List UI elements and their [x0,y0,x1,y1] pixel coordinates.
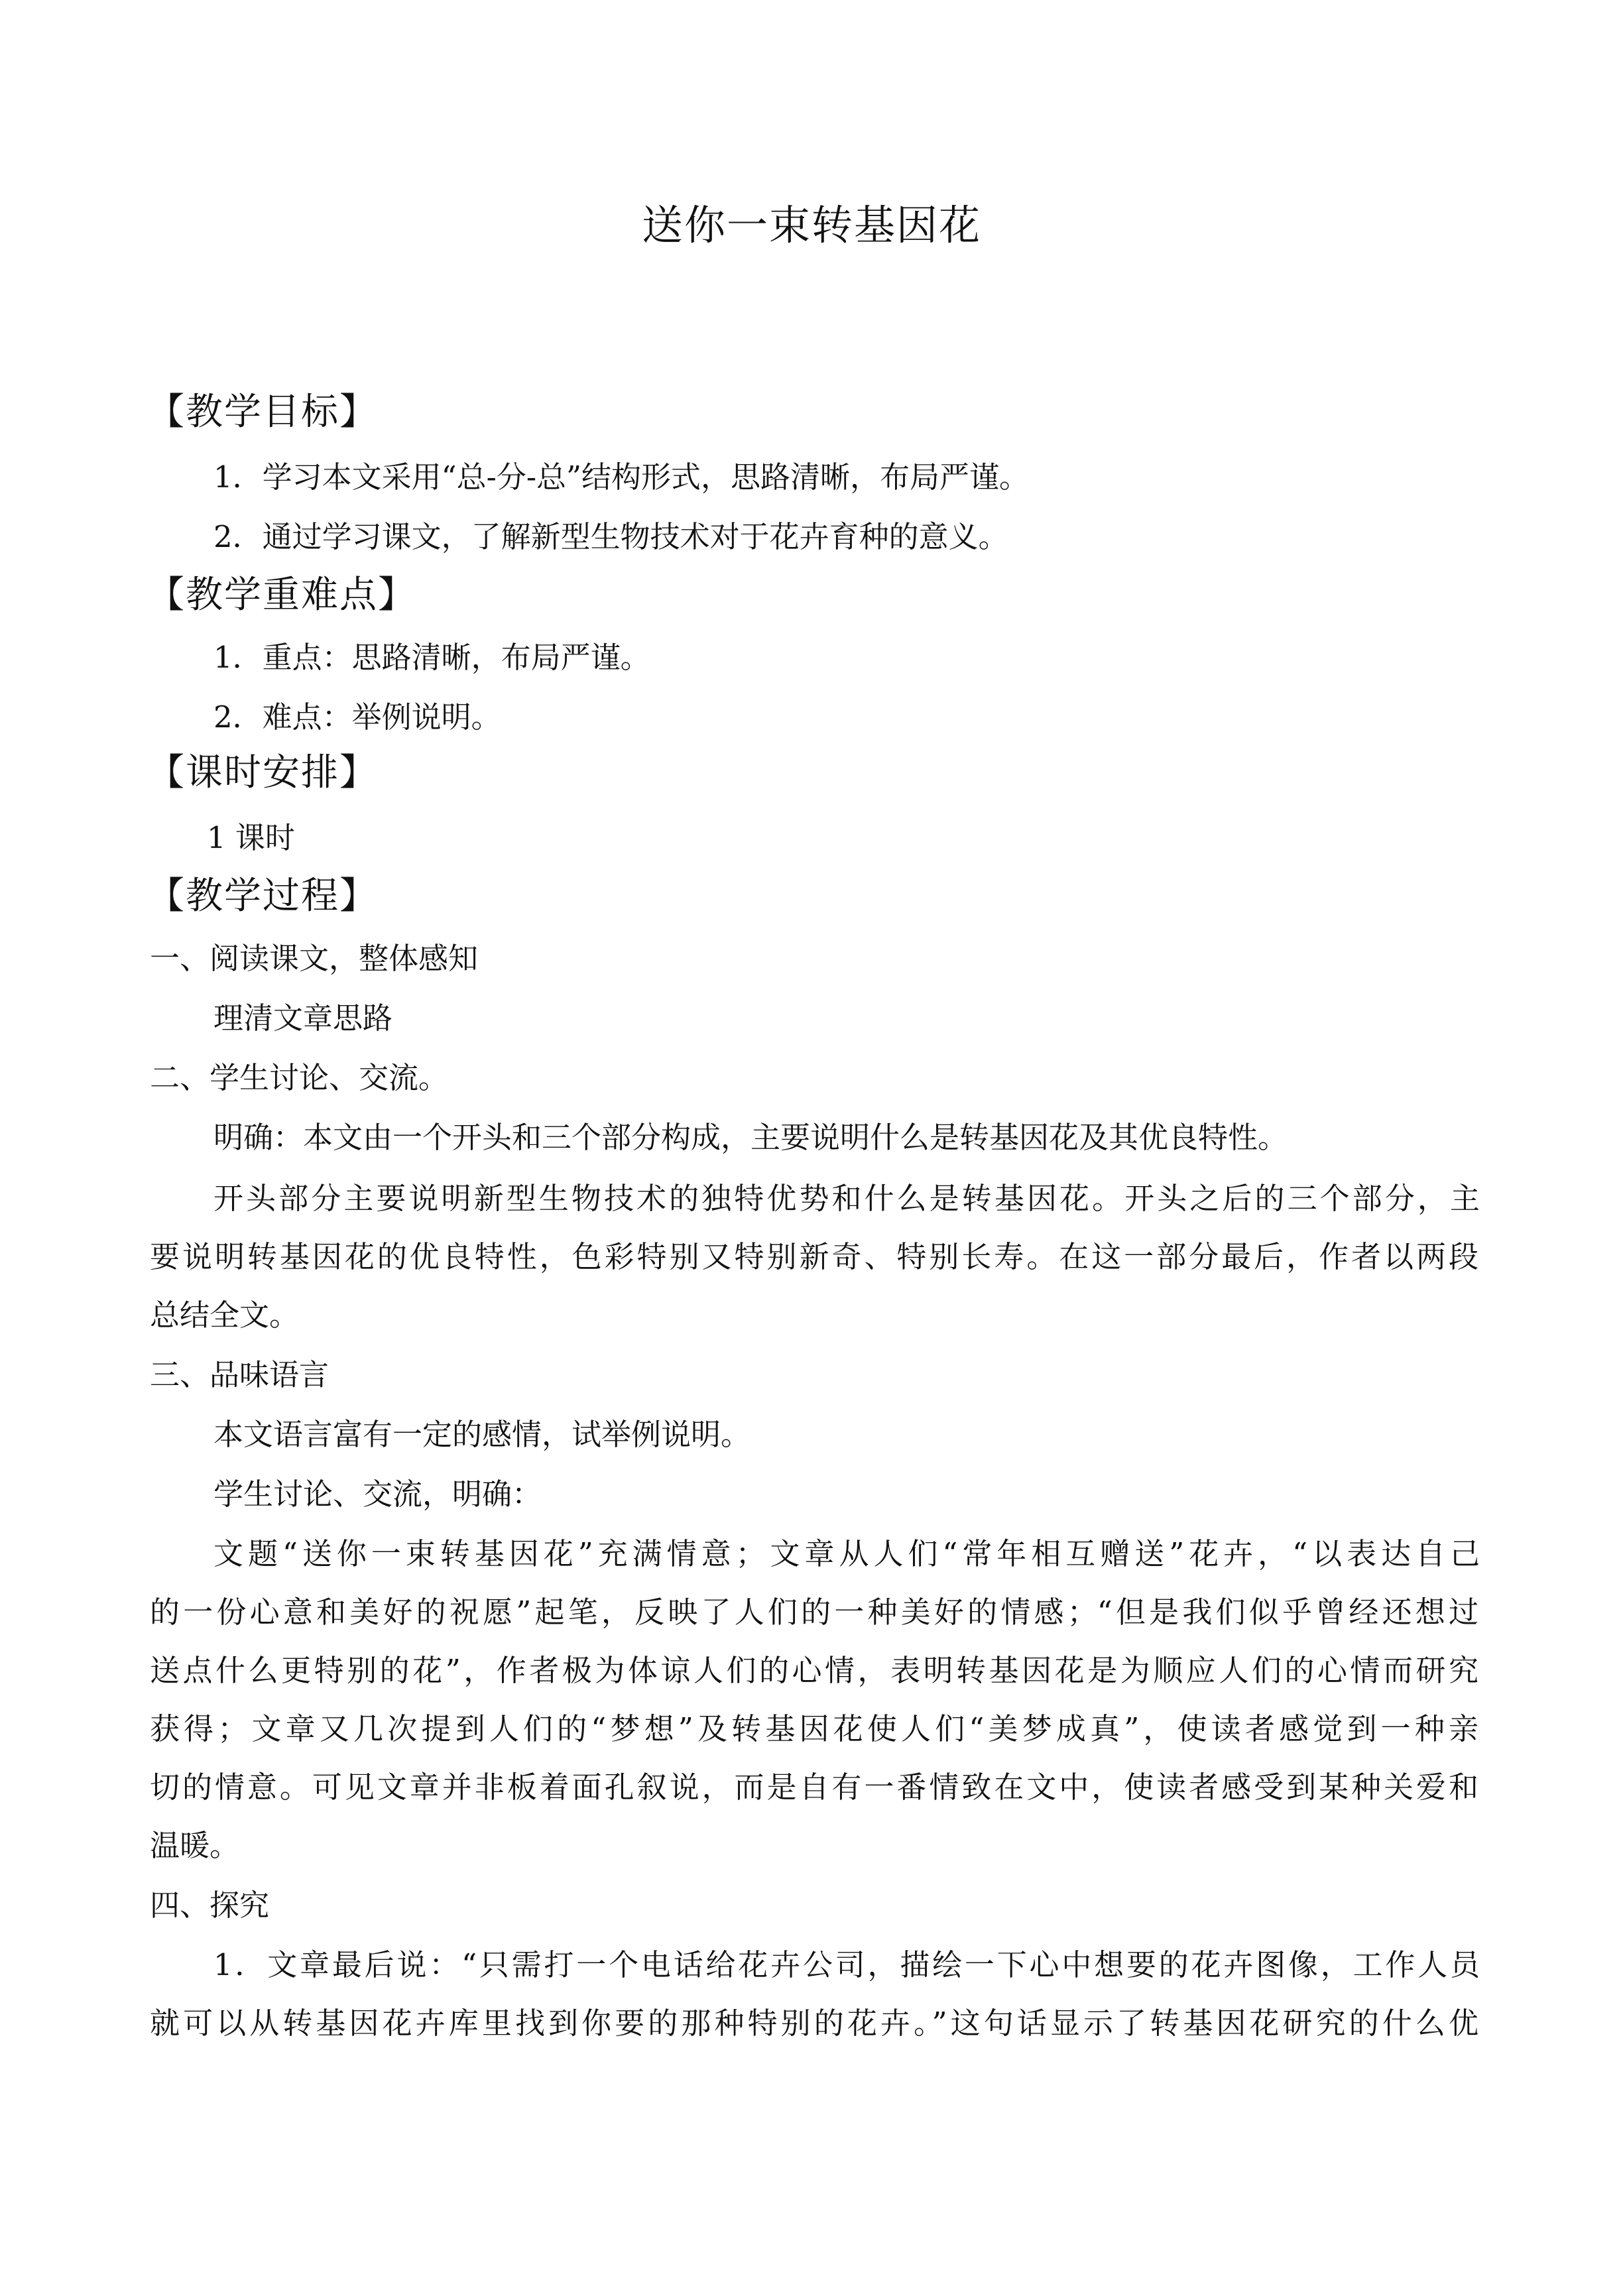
part3-para-line-3: 送点什么更特别的花”，作者极为体谅人们的心情，表明转基因花是为顺应人们的心情而研究 [150,1653,1478,1688]
part4-para-line-1: 1．文章最后说：“只需打一个电话给花卉公司，描绘一下心中想要的花卉图像，工作人员 [213,1947,1480,1982]
part3-para-line-1: 文题“送你一束转基因花”充满情意；文章从人们“常年相互赠送”花卉，“以表达自己 [213,1536,1480,1571]
part3-para-line-6: 温暖。 [150,1828,240,1863]
part4-para-line-2: 就可以从转基因花卉库里找到你要的那种特别的花卉。”这句话显示了转基因花研究的什么优 [150,2006,1478,2041]
part2-title: 二、学生讨论、交流。 [150,1060,449,1095]
objective-item-1: 1．学习本文采用“总-分-总”结构形式，思路清晰，布局严谨。 [213,459,1030,495]
part4-title: 四、探究 [150,1888,270,1923]
part3-text-2: 学生讨论、交流，明确： [213,1477,542,1512]
part3-text-1: 本文语言富有一定的感情，试举例说明。 [213,1417,751,1452]
key-point-item-1: 1．重点：思路清晰，布局严谨。 [213,640,650,675]
part3-para-line-2: 的一份心意和美好的祝愿”起笔，反映了人们的一种美好的情感；“但是我们似乎曾经还想过 [150,1595,1478,1630]
part2-para-line-3: 总结全文。 [150,1298,300,1333]
schedule-text: 1 课时 [207,820,295,855]
heading-key-points: 【教学重难点】 [147,574,416,617]
key-point-item-2: 2．难点：举例说明。 [213,699,501,735]
part3-title: 三、品味语言 [150,1357,330,1392]
heading-schedule: 【课时安排】 [147,751,378,794]
part3-para-line-4: 获得；文章又几次提到人们的“梦想”及转基因花使人们“美梦成真”，使读者感觉到一种亲 [150,1711,1478,1746]
part2-clarify: 明确：本文由一个开头和三个部分构成，主要说明什么是转基因花及其优良特性。 [213,1120,1288,1155]
part1-text: 理清文章思路 [213,1000,393,1036]
heading-process: 【教学过程】 [147,875,378,918]
heading-objectives: 【教学目标】 [147,391,378,434]
part1-title: 一、阅读课文，整体感知 [150,941,479,976]
part3-para-line-5: 切的情意。可见文章并非板着面孔叙说，而是自有一番情致在文中，使读者感受到某种关爱和 [150,1770,1478,1805]
part2-para-line-2: 要说明转基因花的优良特性，色彩特别又特别新奇、特别长寿。在这一部分最后，作者以两段 [150,1239,1478,1274]
objective-item-2: 2．通过学习课文，了解新型生物技术对于花卉育种的意义。 [213,519,1008,554]
part2-para-line-1: 开头部分主要说明新型生物技术的独特优势和什么是转基因花。开头之后的三个部分，主 [213,1181,1480,1216]
document-title: 送你一束转基因花 [641,201,981,249]
